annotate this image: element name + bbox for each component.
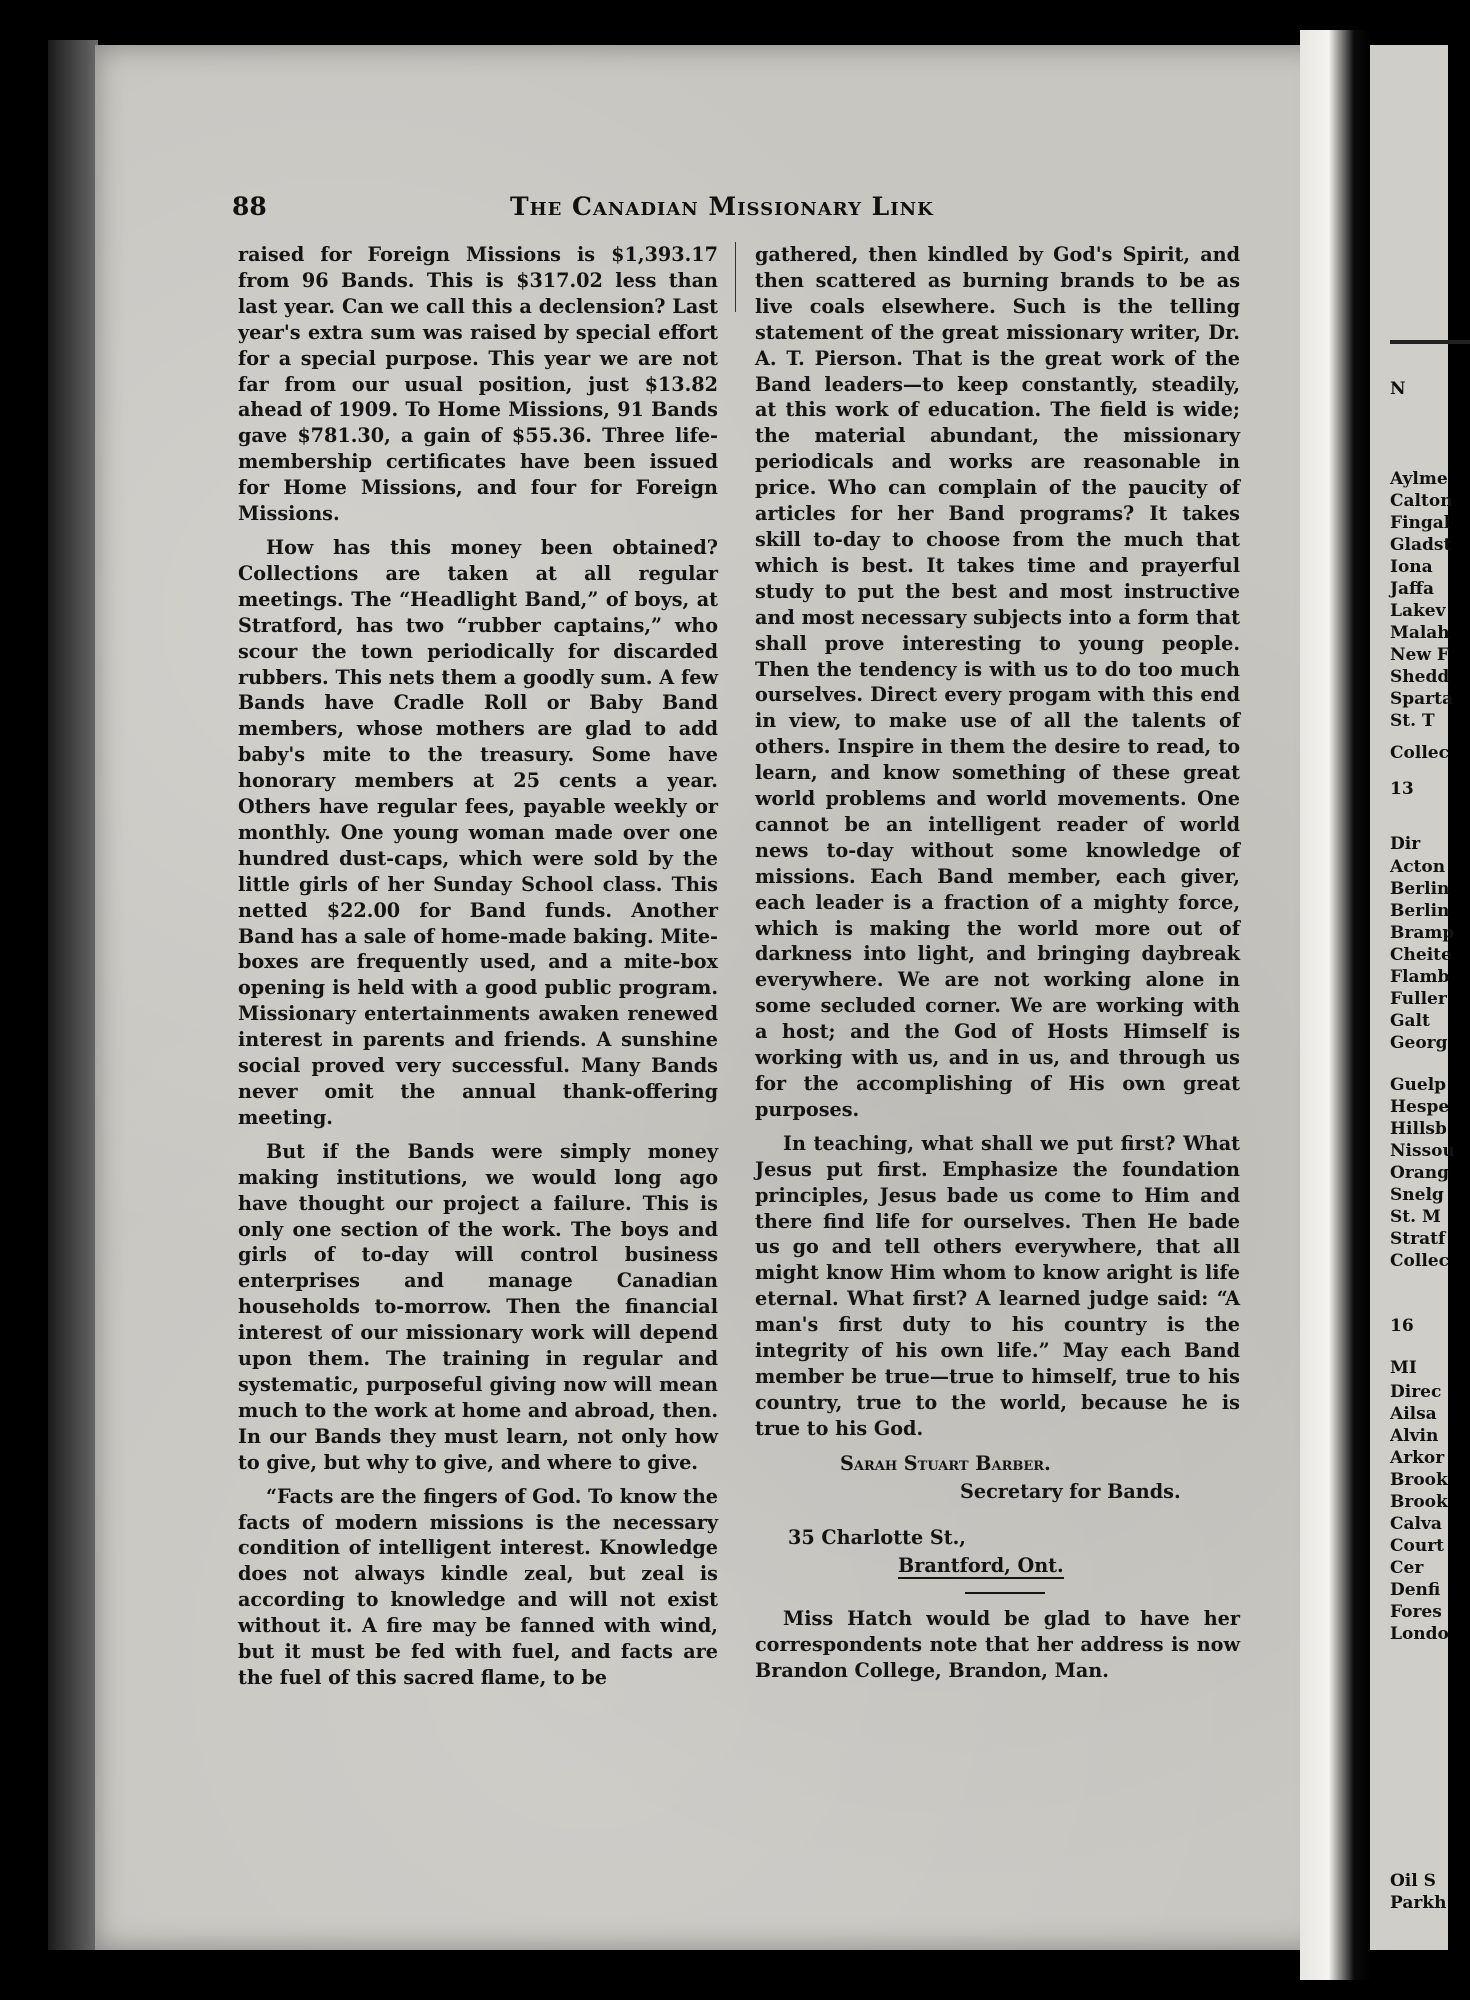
paragraph: gathered, then kindled by God's Spirit, and then scattered as burning brands to be as live coals elsewhere. Such is the telling statement of the great missionary writer, Dr. A. T. Pierson. That is the great work of the Band leaders—to keep constantly, steadily, at this work of education. The field is wide; the material abundant, the missionary periodicals and works are reasonable in price. Who can complain of the paucity of articles for her Band programs? It takes skill to-day to choose from the much that which is best. It takes time and prayerful study to put the best and most instructive and most necessary subjects into a form that shall prove interesting to young people. Then the tendency is with us to do too much ourselves. Direct every progam with this end in view, to make use of all the talents of others. Inspire in them the desire to read, to learn, and know something of these great world problems and world movements. One cannot be an intelligent reader of world news to-day without some knowledge of missions. Each Band member, each giver, each leader is a fraction of a mighty force, which is making the world more out of darkness into light, and bringing daybreak everywhere. We are not working alone in some secluded corner. We are working with a host; and the God of Hosts Himself is working with us, and in us, and through us for the accomplishing of His own great purposes. (755, 243, 1240, 1121)
paragraph: How has this money been obtained? Collections are taken at all regular meetings. The “Headlight Band,” of boys, at Stratford, has two “rubber captains,” who scour the town periodically for discarded rubbers. This nets them a goodly sum. A few Bands have Cradle Roll or Baby Band members, whose mothers are glad to add baby's mite to the treasury. Some have honorary members at 25 cents a year. Others have regular fees, payable weekly or monthly. One young woman made over one hundred dust-caps, which were sold by the little girls of her Sunday School class. This netted $22.00 for Band funds. Another Band has a sale of home-made baking. Mite-boxes are frequently used, and a mite-box opening is held with a good public program. Missionary entertainments awaken renewed interest in parents and friends. A sunshine social proved very successful. Many Bands never omit the annual thank-offering meeting. (238, 535, 718, 1129)
facing-page-fragment: Parkh (1390, 1893, 1447, 1913)
facing-page-fragment: Ailsa (1390, 1404, 1437, 1424)
facing-page-fragment: Berlin (1390, 879, 1450, 899)
facing-page-fragment: Lakev (1390, 601, 1446, 621)
facing-page-fragment: Galt (1390, 1011, 1430, 1031)
book-edge (48, 40, 98, 1950)
facing-page-fragment: Court (1390, 1536, 1445, 1556)
facing-page-fragment: Hespe (1390, 1097, 1450, 1117)
facing-page-fragment: New F (1390, 645, 1449, 665)
journal-title: The Canadian Missionary Link (510, 192, 934, 221)
facing-page-fragment: Fuller (1390, 989, 1447, 1009)
facing-page-fragment: Jaffa (1390, 579, 1435, 599)
left-column (238, 242, 718, 1691)
facing-page-fragment: Flamb (1390, 967, 1450, 987)
paragraph: But if the Bands were simply money making institutions, we would long ago have thought our project a failure. This is only one section of the work. The boys and girls of to-day will control business enterprises and manage Canadian households to-morrow. Then the financial interest of our missionary work will depend upon them. The training in regular and systematic, purposeful giving now will mean much to the work at home and abroad, then. In our Bands they must learn, not only how to give, but why to give, and where to give. (238, 1139, 719, 1474)
facing-page-fragment: Nissou (1390, 1141, 1455, 1161)
facing-page-fragment: Gladst (1390, 535, 1452, 555)
facing-page-fragment: Collec (1390, 743, 1449, 763)
facing-page-fragment: St. T (1390, 711, 1435, 731)
facing-page-fragment: Hillsb (1390, 1119, 1447, 1139)
address-city: Brantford, Ont. (898, 1553, 1064, 1577)
notice-paragraph: Miss Hatch would be glad to have her correspondents note that her address is now Brandon College, Brandon, Man. (755, 1606, 1240, 1682)
facing-page-fragment: Fores (1390, 1602, 1442, 1622)
facing-page-fragment: Calton (1390, 491, 1453, 511)
facing-page-fragment: Calva (1390, 1514, 1442, 1534)
facing-page-fragment: Berlin (1390, 901, 1450, 921)
signature-title: Secretary for Bands. (960, 1479, 1181, 1503)
facing-page-fragment: Alvin (1390, 1426, 1439, 1446)
facing-page-fragment: St. M (1390, 1207, 1441, 1227)
facing-page-fragment: Stratf (1390, 1229, 1446, 1249)
address-line: 35 Charlotte St., (788, 1525, 966, 1549)
facing-page-fragment: Orang (1390, 1163, 1450, 1183)
facing-page-fragment: N (1390, 379, 1406, 399)
facing-page-fragment: 16 (1390, 1316, 1414, 1336)
address-line (755, 1552, 1240, 1580)
facing-page-fragment: MI (1390, 1358, 1417, 1378)
facing-page-fragment: Guelp (1390, 1075, 1447, 1095)
facing-page-fragment: Fingal (1390, 513, 1451, 533)
facing-page-fragment: Arkor (1390, 1448, 1445, 1468)
facing-page-fragment: Malah (1390, 623, 1450, 643)
book-gutter (1300, 30, 1372, 1980)
signature-block (755, 1450, 1240, 1580)
facing-page-fragment: Snelg (1390, 1185, 1444, 1205)
facing-page-fragment: Cer (1390, 1558, 1424, 1578)
facing-page-fragment: Denfi (1390, 1580, 1441, 1600)
facing-page-fragment: Georg (1390, 1033, 1448, 1053)
page-number: 88 (232, 192, 267, 221)
facing-page-fragment: Acton (1390, 857, 1446, 877)
facing-page-rule (1390, 340, 1470, 344)
right-column (755, 242, 1240, 1683)
column-divider (735, 242, 736, 312)
facing-page (1370, 45, 1455, 1950)
facing-page-fragment: Brook (1390, 1470, 1448, 1490)
facing-page-fragment: Dir (1390, 834, 1421, 854)
paragraph: In teaching, what shall we put first? What Jesus put first. Emphasize the foundation principles, Jesus bade us come to Him and there find life for ourselves. Then He bade us go and tell others everywhere, that all might know Him whom to know aright is life eternal. What first? A learned judge said: “A man's first duty to his country is the integrity of his own life.” May each Band member be true—true to himself, true to his country, true to the world, because he is true to his God. (755, 1131, 1240, 1440)
facing-page-fragment: Iona (1390, 557, 1433, 577)
paragraph: raised for Foreign Missions is $1,393.17 from 96 Bands. This is $317.02 less than last year. Can we call this a declension? Last year's extra sum was raised by special effort for a special purpose. This year we are not far from our usual position, just $13.82 ahead of 1909. To Home Missions, 91 Bands gave $781.30, a gain of $55.36. Three life-membership certificates have been issued for Home Missions, and four for Foreign Missions. (238, 243, 718, 526)
signature-name: Sarah Stuart Barber. (840, 1451, 1051, 1475)
facing-page-fragment: Shedd (1390, 667, 1450, 687)
facing-page-fragment: Londo (1390, 1624, 1449, 1644)
page-header (232, 192, 1242, 228)
facing-page-fragment: 13 (1390, 779, 1414, 799)
section-rule (965, 1592, 1045, 1594)
facing-page-fragment: Oil S (1390, 1871, 1436, 1891)
facing-page-fragment: Sparta (1390, 689, 1454, 709)
facing-page-fragment: Brook (1390, 1492, 1448, 1512)
facing-page-fragment: Cheite (1390, 945, 1452, 965)
paragraph: “Facts are the fingers of God. To know the facts of modern missions is the necessary condition of intelligent interest. Knowledge does not always kindle zeal, but zeal is according to knowledge and will not exist without it. A fire may be fanned with wind, but it must be fed with fuel, and facts are the fuel of this sacred flame, to be (238, 1484, 718, 1689)
facing-page-fragment: Bramp (1390, 923, 1455, 943)
facing-page-fragment: Direc (1390, 1382, 1442, 1402)
facing-page-fragment: Aylme (1390, 469, 1448, 489)
facing-page-fragment: Collec (1390, 1251, 1449, 1271)
